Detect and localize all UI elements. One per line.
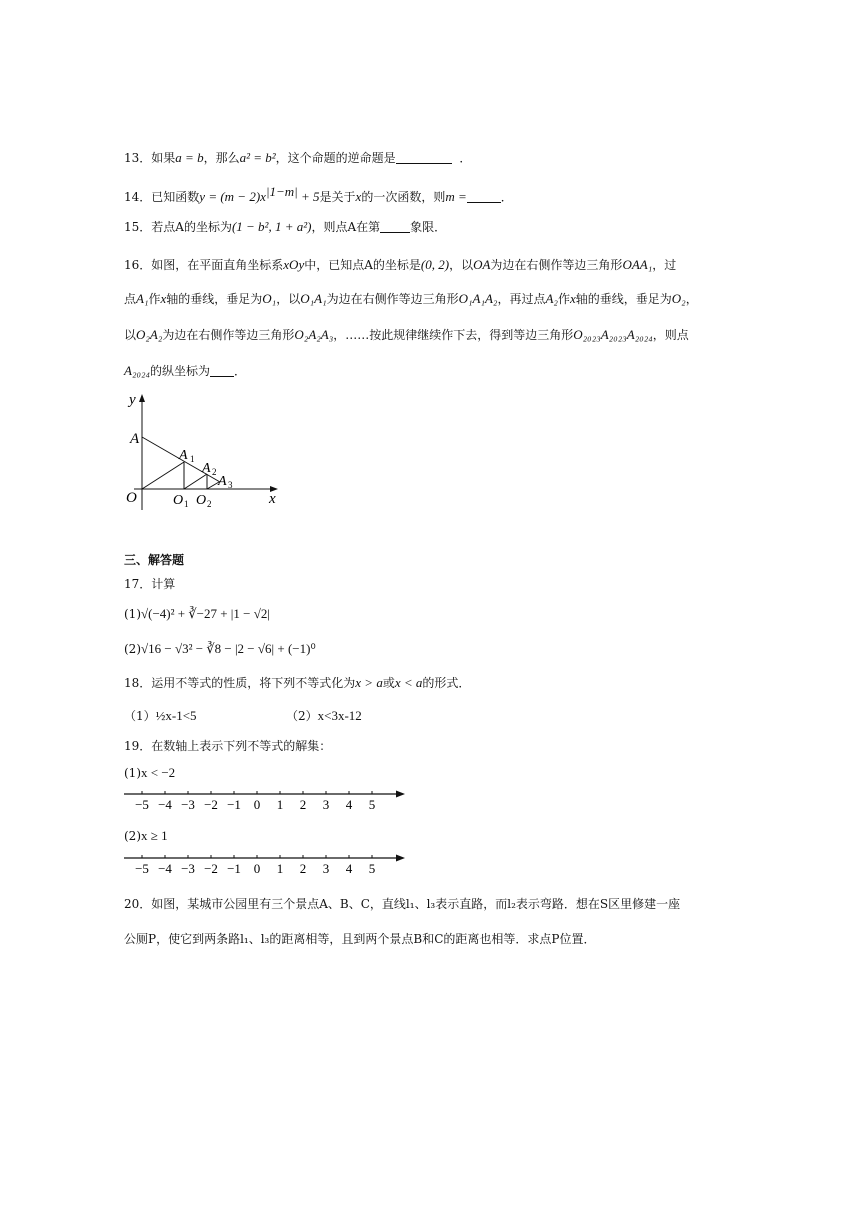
q18-text-2: 或 <box>382 676 395 690</box>
number-line-tick-label: 0 <box>253 861 261 876</box>
q16-text: 为边在右侧作等边三角形 <box>326 292 459 306</box>
label-x: x <box>269 491 276 507</box>
q16-text: ，……按此规律继续作下去，得到等边三角形 <box>333 328 574 342</box>
q16-a2024: A₂₀₂₄ <box>124 363 151 378</box>
q15-text: 若点A的坐标为 <box>151 220 232 234</box>
number-line-arrow <box>396 791 405 798</box>
label-a3: A <box>218 474 227 489</box>
q14-text-2: 是关于 <box>319 190 356 204</box>
number-line-tick-label: −4 <box>158 797 172 812</box>
question-19-title: 19．在数轴上表示下列不等式的解集： <box>124 739 332 753</box>
q18-part-label: （1） <box>124 709 156 723</box>
label-o1: O <box>173 493 184 508</box>
q14-function-2: + 5 <box>297 189 320 204</box>
q16-o1: O₁ <box>262 291 277 306</box>
q15-text-2: ，则点A在第 <box>311 220 381 234</box>
number-line-2 <box>120 852 410 876</box>
q16-text: 的纵坐标为 <box>150 364 211 378</box>
q17-expression-2: √16 − √3² − ∛8 − |2 − √6| + (−1)⁰ <box>141 641 316 656</box>
question-20-line-1: 20．如图，某城市公园里有三个景点A、B、C，直线l₁、l₃表示直路，而l₂表示弯路．想在S区里修建一座 <box>124 897 681 911</box>
label-a: A <box>130 431 140 447</box>
question-16-line-4 <box>124 363 246 379</box>
q13-math-2: a² = b² <box>239 150 276 165</box>
question-19-part-2 <box>124 828 168 844</box>
question-16-line-2 <box>124 291 698 307</box>
number-line-tick-label: −5 <box>135 797 149 812</box>
q14-m: m = <box>445 189 467 204</box>
label-o: O <box>126 490 137 506</box>
q18-math-2: x < a <box>394 675 423 690</box>
q13-end: ． <box>459 151 472 165</box>
answer-blank <box>210 364 234 377</box>
q15-coordinate: (1 − b², 1 + a²) <box>231 219 312 234</box>
question-16-line-1 <box>124 257 676 273</box>
q17-expression-1: √(−4)² + ∛−27 + |1 − √2| <box>141 606 270 621</box>
question-17-part-1 <box>124 606 270 622</box>
q19-inequality-1: x < −2 <box>141 765 176 780</box>
q19-part-label: (1) <box>124 766 141 780</box>
q15-text-3: 象限． <box>410 220 447 234</box>
q16-triangle: O₂A₂A₃ <box>294 327 334 342</box>
question-18-part-2 <box>286 708 362 724</box>
q16-text: ，以 <box>449 258 474 272</box>
q14-var: x <box>355 189 362 204</box>
q16-a2: A₂ <box>545 291 558 306</box>
q14-text: 已知函数 <box>151 190 200 204</box>
q14-exponent: |1−m| <box>265 184 298 199</box>
q16-triangle: O₁A₁A₂ <box>458 291 498 306</box>
q13-number: 13． <box>124 151 152 165</box>
q14-end: ． <box>500 190 513 204</box>
q13-text-3: ，这个命题的逆命题是 <box>275 151 396 165</box>
number-line-tick-label: −3 <box>181 861 195 876</box>
number-line-tick-label: −5 <box>135 861 149 876</box>
q16-text: 轴的垂线，垂足为 <box>166 292 263 306</box>
q16-text: 16．如图，在平面直角坐标系 <box>124 258 284 272</box>
question-15 <box>124 219 446 235</box>
number-line-tick-label: −2 <box>204 861 218 876</box>
number-line-tick-label: −2 <box>204 797 218 812</box>
q16-text: 作 <box>557 292 570 306</box>
number-line-tick-label: 1 <box>276 861 284 876</box>
number-line-tick-label: 2 <box>299 797 307 812</box>
answer-blank <box>467 190 501 203</box>
q18-expression-2: x<3x-12 <box>317 708 362 723</box>
q19-inequality-2: x ≥ 1 <box>141 828 168 843</box>
label-y: y <box>129 392 136 408</box>
q16-x: x <box>160 291 167 306</box>
q18-expression-1: ½x-1<5 <box>155 708 197 723</box>
y-axis-arrow <box>139 394 145 402</box>
label-o1-sub: 1 <box>184 499 189 509</box>
q16-o2a2: O₂A₂ <box>136 327 163 342</box>
number-line-tick-label: 1 <box>276 797 284 812</box>
q16-text: 为边在右侧作等边三角形 <box>490 258 623 272</box>
q18-text: 18．运用不等式的性质，将下列不等式化为 <box>124 676 356 690</box>
question-14 <box>124 184 513 205</box>
number-line-tick-label: 3 <box>322 861 330 876</box>
label-o2-sub: 2 <box>207 499 212 509</box>
section-heading: 三、解答题 <box>124 553 185 567</box>
q16-text: ，则点 <box>652 328 689 342</box>
q13-math-1: a = b <box>175 150 204 165</box>
q14-text-3: 的一次函数，则 <box>361 190 446 204</box>
q16-a1: A₁ <box>136 291 149 306</box>
q16-x: x <box>569 291 576 306</box>
number-line-tick-label: 0 <box>253 797 261 812</box>
label-o2: O <box>196 493 207 508</box>
q16-triangle: O₂₀₂₃A₂₀₂₃A₂₀₂₄ <box>573 327 653 342</box>
label-a3-sub: 3 <box>228 480 233 490</box>
q18-part-label: （2） <box>286 709 318 723</box>
q16-text: 点 <box>124 292 137 306</box>
q13-text: 如果 <box>151 151 176 165</box>
answer-blank <box>380 220 410 233</box>
q16-text: 作 <box>148 292 161 306</box>
q16-text: 为边在右侧作等边三角形 <box>162 328 295 342</box>
q16-text: ，再过点 <box>497 292 546 306</box>
q16-text: 以 <box>124 328 137 342</box>
q16-o1a1: O₁A₁ <box>300 291 327 306</box>
number-line-tick-label: 4 <box>345 861 353 876</box>
label-a1: A <box>179 448 188 463</box>
q18-text-3: 的形式． <box>422 676 471 690</box>
number-line-tick-label: 4 <box>345 797 353 812</box>
question-17-title: 17．计算 <box>124 577 176 591</box>
question-18-parts <box>124 708 197 724</box>
o1a2-segment <box>184 474 207 489</box>
label-a1-sub: 1 <box>190 454 195 464</box>
q14-function: y = (m − 2)x <box>199 189 266 204</box>
number-line-1 <box>120 788 410 812</box>
q17-part-label: (1) <box>124 607 141 621</box>
q16-xoy: xOy <box>283 257 305 272</box>
question-20-line-2: 公厕P，使它到两条路l₁、l₃的距离相等，且到两个景点B和C的距离也相等．求点P位置． <box>124 932 596 946</box>
q18-math-1: x > a <box>355 675 383 690</box>
number-line-arrow <box>396 855 405 862</box>
q16-point: (0, 2) <box>420 257 450 272</box>
q16-oa: OA <box>473 257 491 272</box>
q14-number: 14． <box>124 190 152 204</box>
question-16-line-3 <box>124 327 689 343</box>
q16-o2: O₂ <box>671 291 686 306</box>
q16-text: ， <box>685 292 698 306</box>
q16-end: ． <box>234 364 247 378</box>
q16-figure <box>120 392 290 512</box>
q17-part-label: (2) <box>124 642 141 656</box>
q16-text: ，以 <box>276 292 301 306</box>
number-line-tick-label: 5 <box>368 861 376 876</box>
q19-part-label: (2) <box>124 829 141 843</box>
number-line-tick-label: 3 <box>322 797 330 812</box>
number-line-tick-label: −4 <box>158 861 172 876</box>
oa1-segment <box>142 462 184 489</box>
q16-text: 中，已知点A的坐标是 <box>304 258 421 272</box>
question-17-part-2 <box>124 641 316 657</box>
q16-triangle: OAA₁ <box>622 257 653 272</box>
q13-text-2: ，那么 <box>203 151 240 165</box>
q16-text: ，过 <box>652 258 677 272</box>
number-line-tick-label: −1 <box>227 797 241 812</box>
q16-text: 轴的垂线，垂足为 <box>575 292 672 306</box>
number-line-tick-label: 2 <box>299 861 307 876</box>
label-a2: A <box>202 461 211 476</box>
label-a2-sub: 2 <box>212 467 217 477</box>
question-18-title <box>124 675 470 691</box>
question-19-part-1 <box>124 765 175 781</box>
number-line-tick-label: −1 <box>227 861 241 876</box>
q15-number: 15． <box>124 220 152 234</box>
answer-blank <box>396 151 452 164</box>
number-line-tick-label: 5 <box>368 797 376 812</box>
question-13 <box>124 150 471 166</box>
number-line-tick-label: −3 <box>181 797 195 812</box>
